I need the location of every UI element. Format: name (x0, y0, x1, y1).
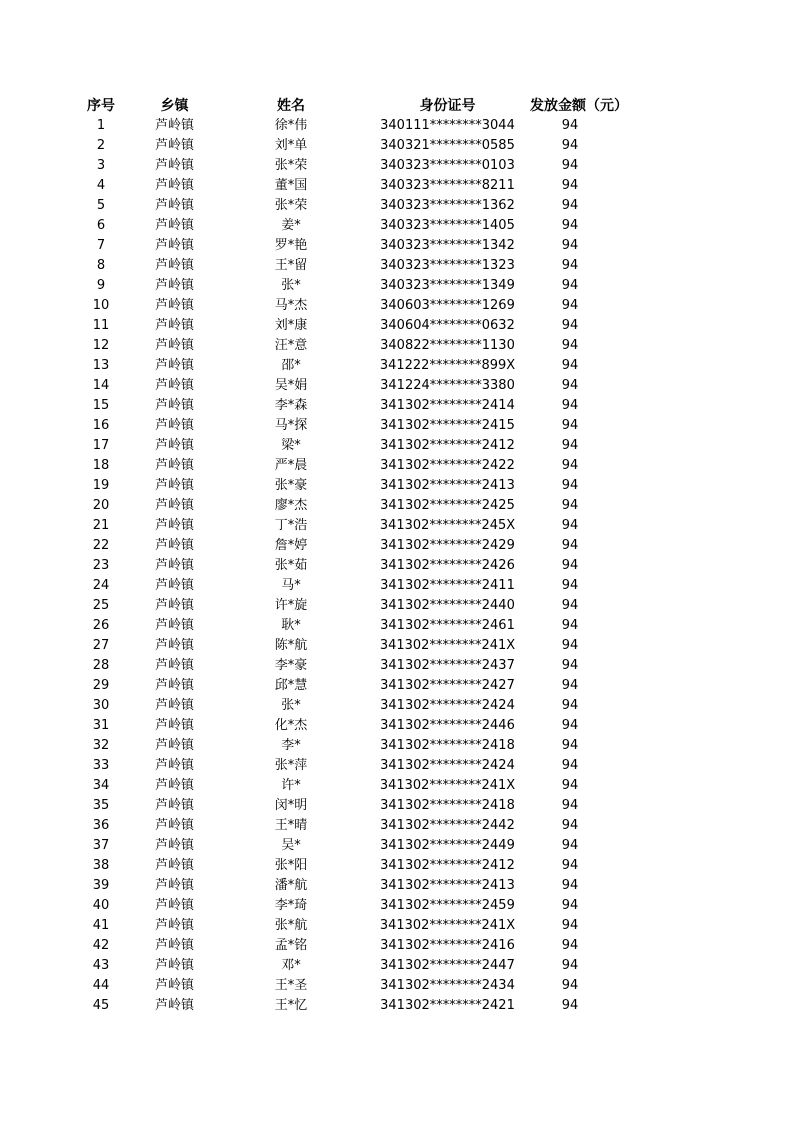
cell-id-number: 341302********2418 (380, 798, 515, 813)
cell-id-number: 340822********1130 (380, 338, 515, 353)
table-row (70, 616, 610, 636)
cell-id-number: 341302********2447 (380, 958, 515, 973)
cell-id-number: 341302********2449 (380, 838, 515, 853)
cell-town: 芦岭镇 (154, 658, 194, 673)
cell-amount: 94 (561, 958, 579, 973)
cell-amount: 94 (561, 218, 579, 233)
cell-name: 潘*航 (274, 878, 308, 893)
cell-amount: 94 (561, 458, 579, 473)
header-amount: 发放金额（元） (530, 98, 628, 114)
table-row (70, 696, 610, 716)
cell-id-number: 341302********2413 (380, 878, 515, 893)
cell-name: 王*晴 (274, 818, 308, 833)
cell-serial-number: 4 (96, 178, 106, 193)
cell-town: 芦岭镇 (154, 918, 194, 933)
cell-amount: 94 (561, 618, 579, 633)
cell-serial-number: 18 (92, 458, 110, 473)
cell-amount: 94 (561, 838, 579, 853)
table-row (70, 916, 610, 936)
cell-town: 芦岭镇 (154, 298, 194, 313)
cell-id-number: 341302********2426 (380, 558, 515, 573)
cell-name: 张*荣 (274, 198, 308, 213)
cell-town: 芦岭镇 (154, 718, 194, 733)
cell-id-number: 340323********1323 (380, 258, 515, 273)
cell-name: 马* (281, 578, 301, 593)
cell-id-number: 341302********2425 (380, 498, 515, 513)
cell-town: 芦岭镇 (154, 778, 194, 793)
cell-serial-number: 34 (92, 778, 110, 793)
cell-amount: 94 (561, 118, 579, 133)
cell-serial-number: 42 (92, 938, 110, 953)
cell-serial-number: 2 (96, 138, 106, 153)
table-row (70, 896, 610, 916)
cell-serial-number: 20 (92, 498, 110, 513)
cell-id-number: 341302********2442 (380, 818, 515, 833)
table-row (70, 596, 610, 616)
cell-amount: 94 (561, 138, 579, 153)
cell-id-number: 341302********2440 (380, 598, 515, 613)
header-name: 姓名 (277, 98, 305, 114)
cell-id-number: 341302********2424 (380, 758, 515, 773)
cell-id-number: 340323********1405 (380, 218, 515, 233)
cell-id-number: 340604********0632 (380, 318, 515, 333)
cell-name: 李* (281, 738, 301, 753)
table-row (70, 496, 610, 516)
cell-town: 芦岭镇 (154, 258, 194, 273)
cell-name: 耿* (281, 618, 301, 633)
table-row (70, 296, 610, 316)
cell-town: 芦岭镇 (154, 618, 194, 633)
cell-amount: 94 (561, 518, 579, 533)
table-row (70, 836, 610, 856)
cell-town: 芦岭镇 (154, 638, 194, 653)
cell-id-number: 341302********2422 (380, 458, 515, 473)
cell-serial-number: 19 (92, 478, 110, 493)
cell-town: 芦岭镇 (154, 878, 194, 893)
cell-amount: 94 (561, 198, 579, 213)
cell-name: 张* (281, 278, 301, 293)
cell-serial-number: 1 (96, 118, 106, 133)
cell-id-number: 341302********2446 (380, 718, 515, 733)
cell-amount: 94 (561, 858, 579, 873)
cell-amount: 94 (561, 498, 579, 513)
cell-amount: 94 (561, 318, 579, 333)
cell-serial-number: 33 (92, 758, 110, 773)
cell-name: 张*豪 (274, 478, 308, 493)
cell-town: 芦岭镇 (154, 478, 194, 493)
cell-id-number: 340111********3044 (380, 118, 515, 133)
cell-id-number: 341302********2412 (380, 858, 515, 873)
table-row (70, 376, 610, 396)
cell-serial-number: 45 (92, 998, 110, 1013)
cell-serial-number: 35 (92, 798, 110, 813)
cell-serial-number: 44 (92, 978, 110, 993)
cell-name: 廖*杰 (274, 498, 308, 513)
cell-town: 芦岭镇 (154, 578, 194, 593)
cell-id-number: 341302********2418 (380, 738, 515, 753)
cell-name: 张*阳 (274, 858, 308, 873)
cell-serial-number: 9 (96, 278, 106, 293)
cell-serial-number: 41 (92, 918, 110, 933)
cell-amount: 94 (561, 798, 579, 813)
cell-town: 芦岭镇 (154, 158, 194, 173)
cell-serial-number: 28 (92, 658, 110, 673)
cell-town: 芦岭镇 (154, 958, 194, 973)
cell-amount: 94 (561, 978, 579, 993)
cell-town: 芦岭镇 (154, 998, 194, 1013)
cell-serial-number: 38 (92, 858, 110, 873)
cell-name: 邵* (281, 358, 301, 373)
cell-amount: 94 (561, 238, 579, 253)
cell-town: 芦岭镇 (154, 118, 194, 133)
cell-id-number: 341302********2427 (380, 678, 515, 693)
cell-id-number: 341302********245X (379, 518, 516, 533)
header-id-number: 身份证号 (419, 98, 476, 114)
cell-serial-number: 10 (92, 298, 110, 313)
cell-town: 芦岭镇 (154, 198, 194, 213)
table-row (70, 636, 610, 656)
table-body (70, 116, 610, 1016)
cell-town: 芦岭镇 (154, 798, 194, 813)
cell-amount: 94 (561, 558, 579, 573)
cell-amount: 94 (561, 298, 579, 313)
cell-name: 李*森 (274, 398, 308, 413)
table-row (70, 216, 610, 236)
cell-serial-number: 11 (92, 318, 110, 333)
cell-town: 芦岭镇 (154, 438, 194, 453)
cell-amount: 94 (561, 998, 579, 1013)
cell-id-number: 341302********2459 (380, 898, 515, 913)
cell-name: 詹*婷 (274, 538, 308, 553)
cell-serial-number: 37 (92, 838, 110, 853)
cell-name: 孟*铭 (274, 938, 308, 953)
cell-town: 芦岭镇 (154, 518, 194, 533)
cell-town: 芦岭镇 (154, 558, 194, 573)
cell-id-number: 341302********2413 (380, 478, 515, 493)
cell-town: 芦岭镇 (154, 898, 194, 913)
cell-name: 李*琦 (274, 898, 308, 913)
cell-amount: 94 (561, 158, 579, 173)
cell-id-number: 340323********1342 (380, 238, 515, 253)
table-row (70, 356, 610, 376)
cell-name: 邓* (281, 958, 301, 973)
cell-serial-number: 14 (92, 378, 110, 393)
table-row (70, 116, 610, 136)
cell-name: 汪*意 (274, 338, 308, 353)
table-row (70, 396, 610, 416)
cell-amount: 94 (561, 818, 579, 833)
cell-name: 姜* (281, 218, 301, 233)
cell-amount: 94 (561, 938, 579, 953)
cell-amount: 94 (561, 898, 579, 913)
cell-name: 李*豪 (274, 658, 308, 673)
cell-name: 张* (281, 698, 301, 713)
cell-town: 芦岭镇 (154, 838, 194, 853)
cell-id-number: 340321********0585 (380, 138, 515, 153)
cell-serial-number: 7 (96, 238, 106, 253)
cell-id-number: 341302********2429 (380, 538, 515, 553)
cell-serial-number: 25 (92, 598, 110, 613)
cell-id-number: 340323********8211 (380, 178, 515, 193)
cell-name: 邱*慧 (274, 678, 308, 693)
table-row (70, 516, 610, 536)
table-row (70, 816, 610, 836)
cell-id-number: 341224********3380 (380, 378, 515, 393)
cell-id-number: 341302********2424 (380, 698, 515, 713)
distribution-table (70, 96, 628, 1016)
cell-serial-number: 15 (92, 398, 110, 413)
table-row (70, 756, 610, 776)
cell-serial-number: 21 (92, 518, 110, 533)
cell-id-number: 341302********2415 (380, 418, 515, 433)
table-row (70, 176, 610, 196)
cell-serial-number: 16 (92, 418, 110, 433)
table-row (70, 576, 610, 596)
cell-amount: 94 (561, 678, 579, 693)
cell-amount: 94 (561, 178, 579, 193)
cell-amount: 94 (561, 778, 579, 793)
cell-serial-number: 23 (92, 558, 110, 573)
cell-name: 许*旋 (274, 598, 308, 613)
cell-id-number: 341302********2437 (380, 658, 515, 673)
cell-town: 芦岭镇 (154, 738, 194, 753)
cell-serial-number: 32 (92, 738, 110, 753)
table-row (70, 656, 610, 676)
cell-town: 芦岭镇 (154, 458, 194, 473)
cell-amount: 94 (561, 398, 579, 413)
cell-town: 芦岭镇 (154, 698, 194, 713)
cell-amount: 94 (561, 578, 579, 593)
cell-town: 芦岭镇 (154, 278, 194, 293)
table-row (70, 676, 610, 696)
cell-name: 张*荣 (274, 158, 308, 173)
cell-serial-number: 27 (92, 638, 110, 653)
cell-serial-number: 24 (92, 578, 110, 593)
table-row (70, 456, 610, 476)
cell-town: 芦岭镇 (154, 978, 194, 993)
cell-id-number: 341302********241X (379, 918, 516, 933)
cell-town: 芦岭镇 (154, 818, 194, 833)
cell-amount: 94 (561, 598, 579, 613)
cell-serial-number: 13 (92, 358, 110, 373)
cell-town: 芦岭镇 (154, 858, 194, 873)
cell-amount: 94 (561, 418, 579, 433)
cell-serial-number: 29 (92, 678, 110, 693)
table-row (70, 156, 610, 176)
cell-town: 芦岭镇 (154, 678, 194, 693)
table-row (70, 796, 610, 816)
cell-name: 王*留 (274, 258, 308, 273)
cell-id-number: 340323********0103 (380, 158, 515, 173)
cell-id-number: 341302********2411 (380, 578, 515, 593)
cell-serial-number: 8 (96, 258, 106, 273)
cell-serial-number: 6 (96, 218, 106, 233)
cell-serial-number: 36 (92, 818, 110, 833)
cell-name: 罗*艳 (274, 238, 308, 253)
cell-amount: 94 (561, 698, 579, 713)
cell-id-number: 341302********2434 (380, 978, 515, 993)
cell-name: 梁* (281, 438, 301, 453)
table-row (70, 776, 610, 796)
header-town: 乡镇 (160, 98, 189, 114)
cell-amount: 94 (561, 278, 579, 293)
cell-name: 董*国 (274, 178, 308, 193)
cell-id-number: 341302********2412 (380, 438, 515, 453)
cell-town: 芦岭镇 (154, 218, 194, 233)
table-row (70, 536, 610, 556)
cell-town: 芦岭镇 (154, 178, 194, 193)
cell-town: 芦岭镇 (154, 598, 194, 613)
cell-amount: 94 (561, 918, 579, 933)
cell-town: 芦岭镇 (154, 318, 194, 333)
cell-town: 芦岭镇 (154, 758, 194, 773)
table-row (70, 736, 610, 756)
cell-serial-number: 3 (96, 158, 106, 173)
cell-serial-number: 43 (92, 958, 110, 973)
cell-amount: 94 (561, 478, 579, 493)
table-header-row (70, 96, 628, 116)
table-row (70, 316, 610, 336)
cell-name: 张*航 (274, 918, 308, 933)
cell-name: 刘*单 (274, 138, 308, 153)
table-row (70, 956, 610, 976)
table-row (70, 416, 610, 436)
cell-amount: 94 (561, 258, 579, 273)
table-row (70, 196, 610, 216)
cell-name: 严*晨 (274, 458, 308, 473)
cell-serial-number: 26 (92, 618, 110, 633)
cell-name: 吴*娟 (274, 378, 308, 393)
cell-id-number: 340323********1349 (380, 278, 515, 293)
cell-amount: 94 (561, 378, 579, 393)
cell-town: 芦岭镇 (154, 418, 194, 433)
cell-name: 王*忆 (274, 998, 308, 1013)
cell-name: 徐*伟 (274, 118, 308, 133)
cell-name: 王*圣 (274, 978, 308, 993)
cell-name: 陈*航 (274, 638, 308, 653)
cell-serial-number: 40 (92, 898, 110, 913)
cell-town: 芦岭镇 (154, 938, 194, 953)
cell-id-number: 340323********1362 (380, 198, 515, 213)
table-row (70, 976, 610, 996)
cell-name: 马*杰 (274, 298, 308, 313)
table-row (70, 476, 610, 496)
cell-id-number: 341302********2414 (380, 398, 515, 413)
cell-amount: 94 (561, 338, 579, 353)
cell-name: 化*杰 (274, 718, 308, 733)
cell-id-number: 341222********899X (379, 358, 516, 373)
cell-amount: 94 (561, 718, 579, 733)
cell-town: 芦岭镇 (154, 238, 194, 253)
cell-town: 芦岭镇 (154, 138, 194, 153)
cell-serial-number: 12 (92, 338, 110, 353)
table-row (70, 236, 610, 256)
cell-serial-number: 31 (92, 718, 110, 733)
cell-serial-number: 17 (92, 438, 110, 453)
table-row (70, 936, 610, 956)
cell-serial-number: 30 (92, 698, 110, 713)
cell-name: 许* (281, 778, 301, 793)
cell-id-number: 341302********2461 (380, 618, 515, 633)
cell-name: 刘*康 (274, 318, 308, 333)
cell-town: 芦岭镇 (154, 358, 194, 373)
cell-amount: 94 (561, 758, 579, 773)
table-row (70, 876, 610, 896)
cell-amount: 94 (561, 658, 579, 673)
table-row (70, 436, 610, 456)
table-row (70, 996, 610, 1016)
cell-amount: 94 (561, 538, 579, 553)
cell-name: 张*茹 (274, 558, 308, 573)
cell-town: 芦岭镇 (154, 398, 194, 413)
cell-amount: 94 (561, 438, 579, 453)
table-row (70, 136, 610, 156)
header-serial-number: 序号 (87, 98, 115, 114)
table-row (70, 276, 610, 296)
cell-amount: 94 (561, 638, 579, 653)
table-row (70, 556, 610, 576)
cell-town: 芦岭镇 (154, 538, 194, 553)
table-row (70, 716, 610, 736)
cell-id-number: 340603********1269 (380, 298, 515, 313)
cell-amount: 94 (561, 878, 579, 893)
cell-name: 马*探 (274, 418, 308, 433)
cell-name: 张*萍 (274, 758, 308, 773)
table-row (70, 336, 610, 356)
cell-amount: 94 (561, 358, 579, 373)
cell-serial-number: 39 (92, 878, 110, 893)
cell-serial-number: 22 (92, 538, 110, 553)
cell-id-number: 341302********241X (379, 638, 516, 653)
cell-amount: 94 (561, 738, 579, 753)
cell-id-number: 341302********2421 (380, 998, 515, 1013)
cell-town: 芦岭镇 (154, 338, 194, 353)
cell-town: 芦岭镇 (154, 378, 194, 393)
table-row (70, 256, 610, 276)
cell-serial-number: 5 (96, 198, 106, 213)
cell-name: 吴* (281, 838, 301, 853)
cell-town: 芦岭镇 (154, 498, 194, 513)
table-row (70, 856, 610, 876)
cell-name: 闵*明 (274, 798, 308, 813)
cell-id-number: 341302********241X (379, 778, 516, 793)
cell-name: 丁*浩 (274, 518, 308, 533)
cell-id-number: 341302********2416 (380, 938, 515, 953)
